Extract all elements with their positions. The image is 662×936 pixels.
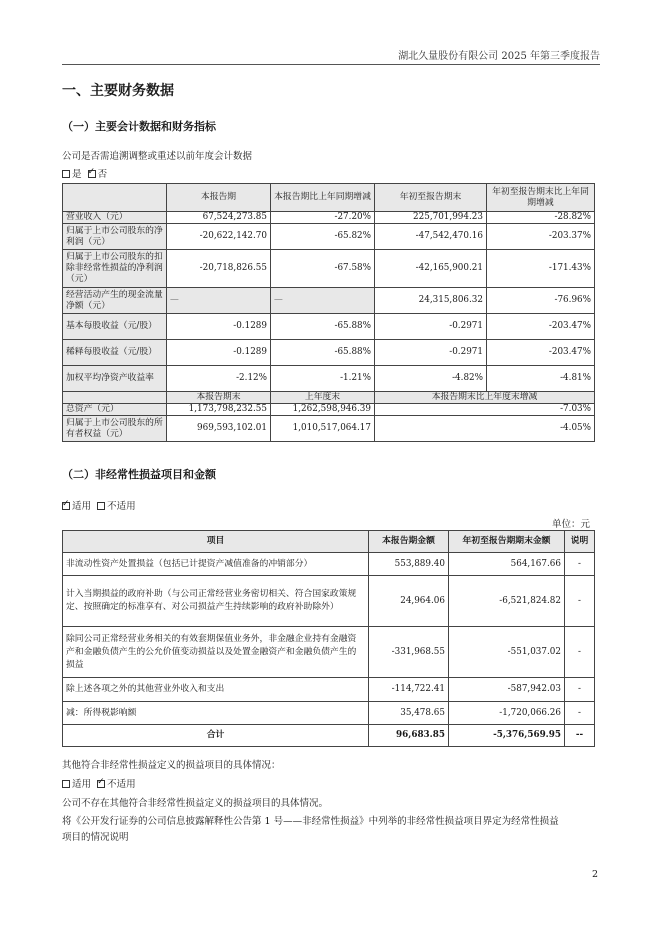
cell: -1,720,066.26 — [449, 702, 565, 725]
no-other-items-statement: 公司不存在其他符合非经常性损益定义的损益项目的具体情况。 — [62, 798, 329, 809]
subsection-title-key-data: （一）主要会计数据和财务指标 — [62, 120, 216, 133]
blank-cell — [63, 392, 167, 404]
total-cell: 96,683.85 — [369, 725, 449, 747]
checkbox-other-not-apply-checked[interactable] — [97, 780, 105, 788]
unit-label: 单位：元 — [551, 519, 590, 530]
row-label: 归属于上市公司股东的净利润（元） — [63, 224, 167, 250]
option-apply-label: 适用 — [72, 501, 92, 512]
cell: -65.82% — [271, 224, 375, 250]
cell: -331,968.55 — [369, 627, 449, 678]
table-row — [63, 224, 595, 250]
total-cell: -5,376,569.95 — [449, 725, 565, 747]
option-not-apply-label: 不适用 — [107, 779, 136, 790]
cell: -1.21% — [271, 366, 375, 392]
header-cell: 本报告期末 — [167, 392, 271, 404]
cell: -28.82% — [487, 212, 595, 224]
checkbox-other-apply[interactable] — [62, 780, 70, 788]
table-row — [63, 553, 595, 576]
cell: -203.37% — [487, 224, 595, 250]
cell: 24,964.06 — [369, 576, 449, 627]
table-row — [63, 366, 595, 392]
header-cell: 本报告期 — [167, 184, 271, 212]
cell: - — [565, 576, 595, 627]
cell: - — [565, 627, 595, 678]
cell: 564,167.66 — [449, 553, 565, 576]
header-cell: 本报告期末比上年度末增减 — [375, 392, 595, 404]
table-header-row — [63, 184, 595, 212]
section-title: 一、主要财务数据 — [62, 83, 174, 99]
checkbox-apply-checked[interactable] — [62, 502, 70, 510]
cell: 969,593,102.01 — [167, 416, 271, 442]
header-cell: 上年度末 — [271, 392, 375, 404]
cell: -4.82% — [375, 366, 487, 392]
row-label: 经营活动产生的现金流量净额（元） — [63, 288, 167, 314]
cell: -203.47% — [487, 340, 595, 366]
table-row — [63, 702, 595, 725]
cell: - — [565, 678, 595, 702]
cell: -4.05% — [375, 416, 595, 442]
cell: 1,262,598,946.39 — [271, 404, 375, 416]
cell: -20,718,826.55 — [167, 250, 271, 288]
cell: -551,037.02 — [449, 627, 565, 678]
cell: -20,622,142.70 — [167, 224, 271, 250]
row-label: 总资产（元） — [63, 404, 167, 416]
cell: -67.58% — [271, 250, 375, 288]
table-row — [63, 340, 595, 366]
row-label: 归属于上市公司股东的扣除非经常性损益的净利润（元） — [63, 250, 167, 288]
other-items-options — [62, 776, 136, 790]
table-row — [63, 627, 595, 678]
cell: 35,478.65 — [369, 702, 449, 725]
cell: 225,701,994.23 — [375, 212, 487, 224]
table-row — [63, 416, 595, 442]
cell: -27.20% — [271, 212, 375, 224]
table-row — [63, 314, 595, 340]
cell: 67,524,273.85 — [167, 212, 271, 224]
restatement-question: 公司是否需追溯调整或重述以前年度会计数据 — [62, 151, 253, 162]
header-cell: 年初至报告期期末金额 — [449, 531, 565, 553]
cell: -42,165,900.21 — [375, 250, 487, 288]
header-cell: 项目 — [63, 531, 369, 553]
table-row — [63, 576, 595, 627]
table-row — [63, 212, 595, 224]
table-row — [63, 678, 595, 702]
row-label: 归属于上市公司股东的所有者权益（元） — [63, 416, 167, 442]
cell: -47,542,470.16 — [375, 224, 487, 250]
table-row — [63, 404, 595, 416]
header-cell: 年初至报告期末 — [375, 184, 487, 212]
table-total-row — [63, 725, 595, 747]
cell: -2.12% — [167, 366, 271, 392]
table-subheader-row — [63, 392, 595, 404]
cell: -6,521,824.82 — [449, 576, 565, 627]
cell: -65.88% — [271, 314, 375, 340]
row-label: 基本每股收益（元/股） — [63, 314, 167, 340]
cell: -65.88% — [271, 340, 375, 366]
report-header: 湖北久量股份有限公司 2025 年第三季度报告 — [398, 51, 600, 62]
reclassification-note-line1: 将《公开发行证券的公司信息披露解释性公告第 1 号——非经常性损益》中列举的非经常性损益项目界定为经常性损益 — [62, 816, 559, 827]
cell: 553,889.40 — [369, 553, 449, 576]
option-not-apply-label: 不适用 — [107, 501, 136, 512]
cell: -7.03% — [375, 404, 595, 416]
subsection-title-nonrecurring: （二）非经常性损益项目和金额 — [62, 468, 216, 481]
header-cell: 年初至报告期末比上年同期增减 — [487, 184, 595, 212]
row-label: 稀释每股收益（元/股） — [63, 340, 167, 366]
option-apply-label: 适用 — [72, 779, 92, 790]
cell: — — [271, 288, 375, 314]
item-cell: 除同公司正常经营业务相关的有效套期保值业务外，非金融企业持有金融资产和金融负债产生的公允价值变动损益以及处置金融资产和金融负债产生的损益 — [63, 627, 369, 678]
checkbox-no-checked[interactable] — [88, 170, 96, 178]
cell: -0.1289 — [167, 314, 271, 340]
cell: -0.2971 — [375, 340, 487, 366]
total-cell: -- — [565, 725, 595, 747]
header-cell: 本报告期金额 — [369, 531, 449, 553]
checkbox-yes[interactable] — [62, 170, 70, 178]
key-financial-table — [62, 183, 595, 442]
total-label: 合计 — [63, 725, 369, 747]
item-cell: 计入当期损益的政府补助（与公司正常经营业务密切相关、符合国家政策规定、按照确定的标准享有、对公司损益产生持续影响的政府补助除外） — [63, 576, 369, 627]
cell: -203.47% — [487, 314, 595, 340]
cell: 24,315,806.32 — [375, 288, 487, 314]
cell: — — [167, 288, 271, 314]
checkbox-not-apply[interactable] — [97, 502, 105, 510]
cell: 1,173,798,232.55 — [167, 404, 271, 416]
cell: -114,722.41 — [369, 678, 449, 702]
cell: -76.96% — [487, 288, 595, 314]
item-cell: 非流动性资产处置损益（包括已计提资产减值准备的冲销部分） — [63, 553, 369, 576]
item-cell: 除上述各项之外的其他营业外收入和支出 — [63, 678, 369, 702]
table-row — [63, 288, 595, 314]
cell: -4.81% — [487, 366, 595, 392]
option-no-label: 否 — [97, 169, 108, 180]
cell: -171.43% — [487, 250, 595, 288]
applicability-options — [62, 498, 136, 512]
cell: -587,942.03 — [449, 678, 565, 702]
restatement-options — [62, 166, 107, 180]
header-cell: 本报告期比上年同期增减 — [271, 184, 375, 212]
row-label: 营业收入（元） — [63, 212, 167, 224]
other-items-note: 其他符合非经常性损益定义的损益项目的具体情况： — [62, 760, 281, 771]
option-yes-label: 是 — [72, 169, 82, 180]
cell: -0.1289 — [167, 340, 271, 366]
header-cell: 说明 — [565, 531, 595, 553]
header-divider — [62, 64, 600, 65]
cell: 1,010,517,064.17 — [271, 416, 375, 442]
cell: -0.2971 — [375, 314, 487, 340]
table-row — [63, 250, 595, 288]
cell: - — [565, 702, 595, 725]
nonrecurring-table — [62, 530, 595, 747]
row-label: 加权平均净资产收益率 — [63, 366, 167, 392]
reclassification-note-line2: 项目的情况说明 — [62, 832, 129, 843]
cell: - — [565, 553, 595, 576]
table-header-row — [63, 531, 595, 553]
header-cell — [63, 184, 167, 212]
page-number: 2 — [591, 869, 598, 880]
item-cell: 减：所得税影响额 — [63, 702, 369, 725]
